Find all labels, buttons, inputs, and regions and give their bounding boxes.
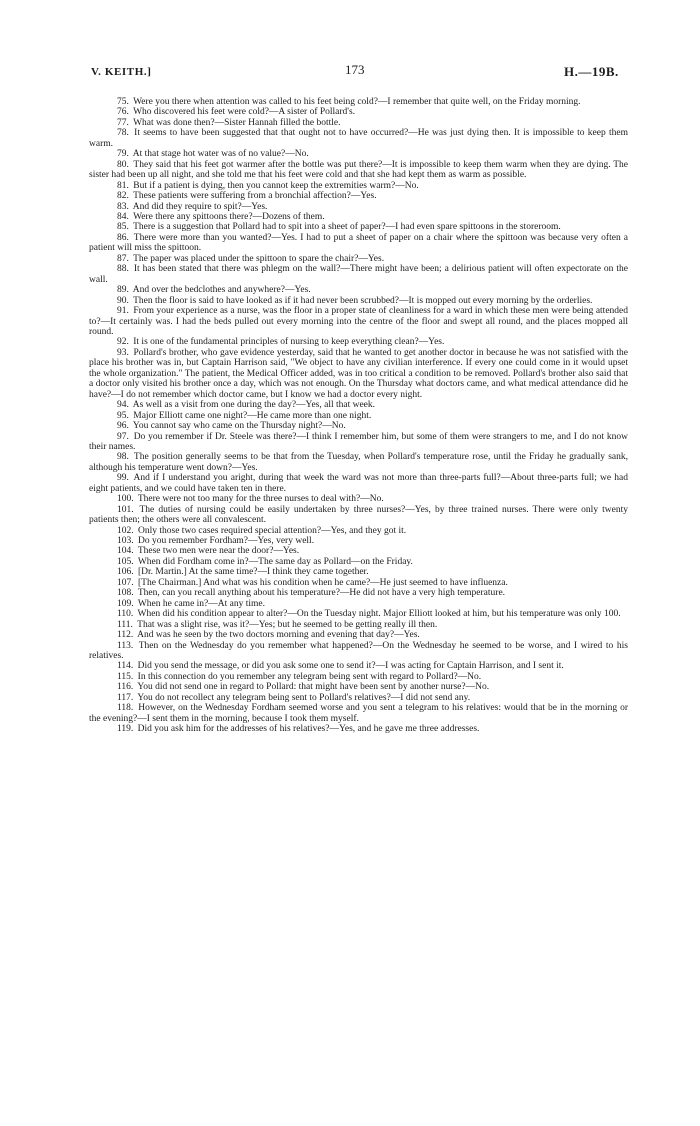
question-number: 76. xyxy=(117,107,129,118)
question-answer-text: It is one of the fundamental principles of nursing to keep everything clean?—Yes. xyxy=(133,337,445,348)
running-head-left: V. KEITH.] xyxy=(91,66,152,78)
question-number: 110. xyxy=(117,609,134,620)
question-answer-text: There were more than you wanted?—Yes. I had to put a sheet of paper on a chair where the spittoon was because very often a patient will miss the spittoon. xyxy=(89,232,628,254)
question-number: 97. xyxy=(117,431,129,442)
question-answer-text: They said that his feet got warmer after the bottle was put there?—It is impossible to keep them warm when they are dying. The sister had been up all night, and she told me that his feet were cold and that she had kept them as warm as possible. xyxy=(89,159,628,181)
question-answer-paragraph xyxy=(89,128,628,149)
question-answer-text: Were there any spittoons there?—Dozens of them. xyxy=(133,211,325,222)
question-answer-paragraph xyxy=(89,505,628,526)
question-answer-paragraph xyxy=(89,661,628,671)
question-answer-paragraph xyxy=(89,421,628,431)
question-answer-text: When did his condition appear to alter?—On the Tuesday night. Major Elliott looked at him, but his temperature was only 100. xyxy=(137,609,621,620)
question-answer-text: Then on the Wednesday do you remember what happened?—On the Wednesday he seemed to be worse, and I wired to his relatives. xyxy=(89,640,628,662)
question-number: 118. xyxy=(117,703,134,714)
question-answer-paragraph xyxy=(89,588,628,598)
question-answer-paragraph xyxy=(89,348,628,400)
question-answer-text: The paper was placed under the spittoon to spare the chair?—Yes. xyxy=(133,253,385,264)
question-answer-paragraph xyxy=(89,578,628,588)
question-answer-text: These patients were suffering from a bronchial affection?—Yes. xyxy=(133,191,377,202)
question-answer-text: Who discovered his feet were cold?—A sister of Pollard's. xyxy=(133,107,356,118)
question-answer-text: Did you send the message, or did you ask some one to send it?—I was acting for Captain Harrison, and I sent it. xyxy=(137,661,564,672)
question-answer-paragraph xyxy=(89,202,628,212)
question-answer-paragraph xyxy=(89,97,628,107)
question-answer-paragraph xyxy=(89,285,628,295)
question-answer-paragraph xyxy=(89,473,628,494)
question-answer-text: However, on the Wednesday Fordham seemed worse and you sent a telegram to his relatives: would that be in the morning or the evening?—I sent them in the morning, because I took them myself. xyxy=(89,703,628,724)
question-number: 86. xyxy=(117,232,129,243)
question-number: 112. xyxy=(117,630,134,641)
question-answer-paragraph xyxy=(89,233,628,254)
question-answer-text: [Dr. Martin.] At the same time?—I think they came together. xyxy=(138,567,369,578)
question-answer-paragraph xyxy=(89,599,628,609)
question-answer-paragraph xyxy=(89,296,628,306)
question-answer-paragraph xyxy=(89,107,628,117)
question-answer-paragraph xyxy=(89,526,628,536)
question-answer-text: You cannot say who came on the Thursday night?—No. xyxy=(132,421,346,432)
question-number: 90. xyxy=(117,295,129,306)
question-number: 107. xyxy=(117,577,134,588)
question-answer-paragraph xyxy=(89,254,628,264)
question-number: 104. xyxy=(117,546,134,557)
question-number: 78. xyxy=(117,128,129,139)
question-number: 81. xyxy=(117,180,129,191)
question-answer-paragraph xyxy=(89,672,628,682)
question-answer-paragraph xyxy=(89,641,628,662)
question-answer-paragraph xyxy=(89,400,628,410)
question-answer-text: And did they require to spit?—Yes. xyxy=(132,201,268,212)
question-number: 100. xyxy=(117,494,134,505)
question-answer-paragraph xyxy=(89,630,628,640)
question-number: 84. xyxy=(117,211,129,222)
question-answer-text: Do you remember if Dr. Steele was there?—I think I remember him, but some of them were strangers to me, and I do not know their names. xyxy=(89,431,629,452)
question-answer-text: The duties of nursing could be easily undertaken by three nurses?—Yes, by three trained nurses. There were only twenty patients then; the others were all convalescent. xyxy=(89,504,628,526)
question-answer-text: Were you there when attention was called to his feet being cold?—I remember that quite well, on the Friday morning. xyxy=(133,97,581,107)
question-answer-text: The position generally seems to be that from the Tuesday, when Pollard's temperature rose, until the Friday he gradually sank, although his temperature went down?—Yes. xyxy=(89,452,628,473)
question-answer-text: And was he seen by the two doctors morning and evening that day?—Yes. xyxy=(137,630,420,641)
question-answer-text: When he came in?—At any time. xyxy=(137,598,265,609)
question-answer-text: At that stage hot water was of no value?—No. xyxy=(132,149,309,160)
question-answer-text: When did Fordham come in?—The same day as Pollard—on the Friday. xyxy=(137,556,413,567)
question-number: 119. xyxy=(117,724,134,735)
question-answer-paragraph xyxy=(89,264,628,285)
question-number: 102. xyxy=(117,525,134,536)
question-answer-paragraph xyxy=(89,452,628,473)
question-number: 87. xyxy=(117,253,129,264)
question-answer-text: Did you ask him for the addresses of his relatives?—Yes, and he gave me three addresses. xyxy=(137,724,480,735)
question-number: 79. xyxy=(117,149,129,160)
question-answer-paragraph xyxy=(89,337,628,347)
transcript-body xyxy=(89,97,628,735)
question-answer-paragraph xyxy=(89,411,628,421)
question-answer-paragraph xyxy=(89,149,628,159)
question-answer-paragraph xyxy=(89,306,628,337)
question-number: 93. xyxy=(117,347,129,358)
question-number: 101. xyxy=(117,504,134,515)
question-number: 80. xyxy=(117,159,129,170)
question-number: 113. xyxy=(117,640,134,651)
page-number: 173 xyxy=(345,62,365,77)
question-answer-text: These two men were near the door?—Yes. xyxy=(137,546,300,557)
question-number: 115. xyxy=(117,671,134,682)
question-number: 98. xyxy=(117,452,129,463)
question-answer-paragraph xyxy=(89,703,628,724)
question-answer-paragraph xyxy=(89,682,628,692)
question-number: 77. xyxy=(117,117,129,128)
question-number: 106. xyxy=(117,567,134,578)
question-answer-paragraph xyxy=(89,181,628,191)
question-answer-text: In this connection do you remember any telegram being sent with regard to Pollard?—No. xyxy=(137,671,482,682)
question-answer-text: There is a suggestion that Pollard had to spit into a sheet of paper?—I had even spare spittoons in the storeroom. xyxy=(133,222,561,233)
question-answer-text: Pollard's brother, who gave evidence yesterday, said that he wanted to get another doctor in because he was not satisfied with the place his brother was in, but Captain Harrison said, "We object to have any civilian interference. If every one could come in it would upset the whole organization." The patient, the Medical Officer added, was in too critical a condition to be removed. Pollard's brother also said that a doctor only visited his brother once a day, which was not enough. On the Thursday what doctors came, and what medical attendance did he have?—I do not remember which doctor came, but I know we had a doctor every night. xyxy=(89,347,629,400)
question-number: 109. xyxy=(117,598,134,609)
question-answer-text: Only those two cases required special attention?—Yes, and they got it. xyxy=(138,525,407,536)
question-answer-paragraph xyxy=(89,432,628,453)
question-number: 85. xyxy=(117,222,129,233)
question-answer-paragraph xyxy=(89,160,628,181)
question-answer-text: Then the floor is said to have looked as if it had never been scrubbed?—It is mopped out every morning by the orderlies. xyxy=(133,295,593,306)
document-reference: H.—19B. xyxy=(564,64,619,79)
question-answer-paragraph xyxy=(89,222,628,232)
question-answer-paragraph xyxy=(89,693,628,703)
page-header xyxy=(0,62,700,82)
question-answer-paragraph xyxy=(89,724,628,734)
question-answer-text: It has been stated that there was phlegm on the wall?—There might have been; a delirious patient will often expectorate on the wall. xyxy=(89,264,628,285)
question-answer-text: You do not recollect any telegram being sent to Pollard's relatives?—I did not send any. xyxy=(137,692,471,703)
question-answer-paragraph xyxy=(89,609,628,619)
question-number: 117. xyxy=(117,692,134,703)
question-answer-paragraph xyxy=(89,212,628,222)
question-answer-paragraph xyxy=(89,191,628,201)
question-number: 82. xyxy=(117,191,129,202)
question-answer-text: Do you remember Fordham?—Yes, very well. xyxy=(138,536,315,547)
question-number: 83. xyxy=(117,201,129,212)
question-answer-paragraph xyxy=(89,536,628,546)
question-answer-text: Then, can you recall anything about his temperature?—He did not have a very high temperature. xyxy=(137,588,506,599)
question-number: 91. xyxy=(117,306,129,317)
question-answer-paragraph xyxy=(89,620,628,630)
question-number: 95. xyxy=(117,410,129,421)
question-answer-paragraph xyxy=(89,546,628,556)
question-answer-text: Major Elliott came one night?—He came more than one night. xyxy=(133,410,372,421)
question-number: 105. xyxy=(117,556,134,567)
question-number: 108. xyxy=(117,588,134,599)
question-answer-paragraph xyxy=(89,567,628,577)
question-answer-paragraph xyxy=(89,118,628,128)
question-answer-text: [The Chairman.] And what was his condition when he came?—He just seemed to have influenza. xyxy=(138,577,508,588)
question-answer-text: It seems to have been suggested that that ought not to have occurred?—He was just dying then. It is impossible to keep them warm. xyxy=(89,128,628,149)
question-answer-text: There were not too many for the three nurses to deal with?—No. xyxy=(137,494,384,505)
question-answer-text: From your experience as a nurse, was the floor in a proper state of cleanliness for a ward in which these men were being attended to?—It certainly was. I had the beds pulled out every morning into the centre of the floor and swept all round, and the places mopped all round. xyxy=(89,306,629,337)
question-number: 75. xyxy=(117,97,129,107)
question-answer-text: That was a slight rise, was it?—Yes; but he seemed to be getting really ill then. xyxy=(137,619,438,630)
question-number: 96. xyxy=(117,421,129,432)
question-answer-text: What was done then?—Sister Hannah filled the bottle. xyxy=(133,117,341,128)
question-number: 89. xyxy=(117,285,129,296)
question-answer-text: But if a patient is dying, then you cannot keep the extremities warm?—No. xyxy=(133,180,419,191)
question-number: 116. xyxy=(117,682,134,693)
question-number: 111. xyxy=(117,619,133,630)
question-answer-text: As well as a visit from one during the day?—Yes, all that week. xyxy=(132,400,376,411)
question-answer-paragraph xyxy=(89,494,628,504)
question-number: 92. xyxy=(117,337,129,348)
question-number: 103. xyxy=(117,536,134,547)
question-number: 99. xyxy=(117,473,129,484)
question-answer-text: And if I understand you aright, during that week the ward was not more than three-parts full?—About three-parts full; we had eight patients, and we could have taken ten in there. xyxy=(89,473,628,494)
question-answer-text: And over the bedclothes and anywhere?—Yes. xyxy=(132,285,311,296)
question-number: 114. xyxy=(117,661,134,672)
question-number: 94. xyxy=(117,400,129,411)
question-answer-paragraph xyxy=(89,557,628,567)
question-number: 88. xyxy=(117,264,129,275)
question-answer-text: You did not send one in regard to Pollard: that might have been sent by another nurse?—No. xyxy=(137,682,490,693)
